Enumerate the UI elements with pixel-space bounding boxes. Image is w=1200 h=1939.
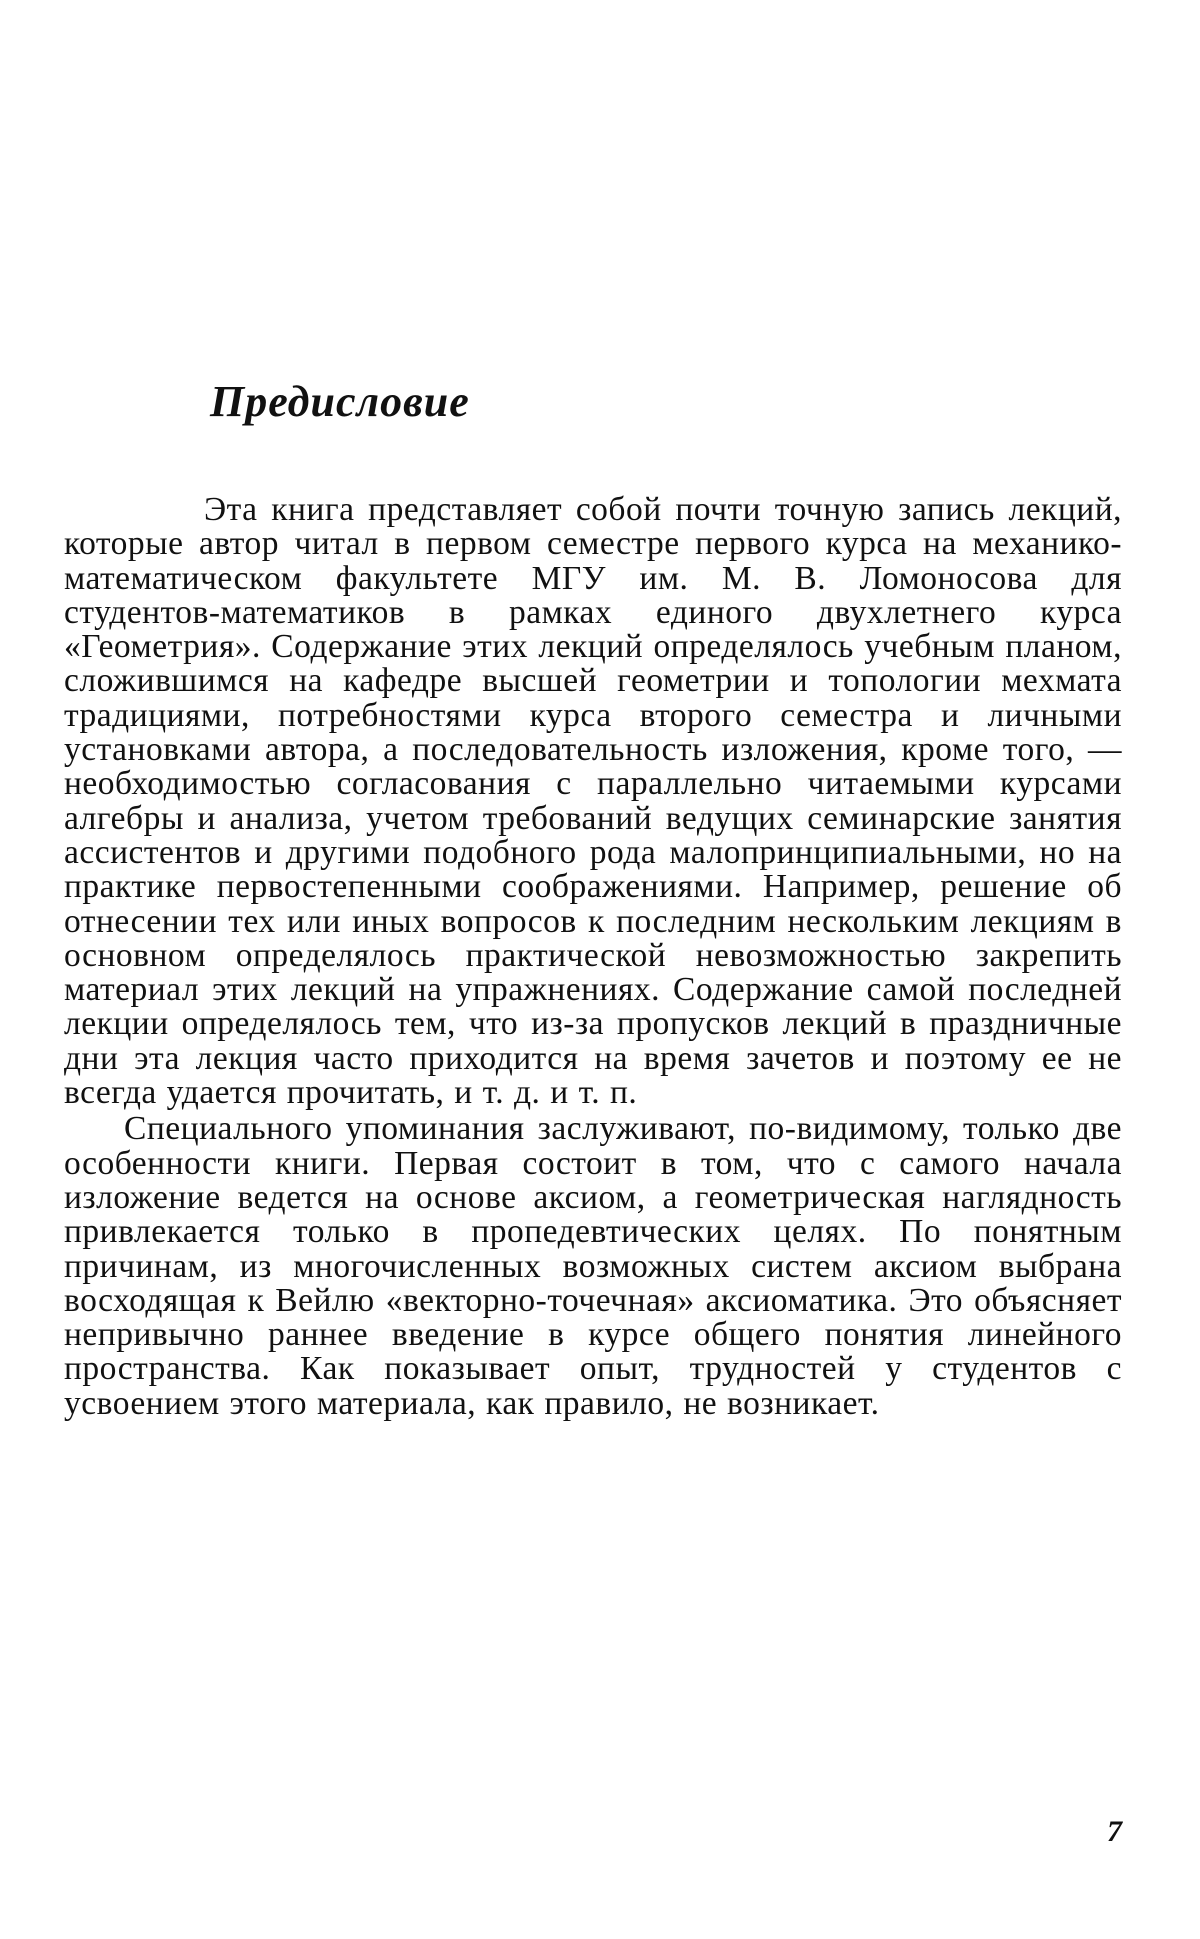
preface-body [64, 493, 1122, 1421]
page-number: 7 [1107, 1815, 1122, 1848]
paragraph-1: Эта книга представляет собой почти точную запись лекций, которые автор читал в первом семестре первого курса на механико-математическом факультете МГУ им. М. В. Ломоносова для студентов-математиков в рамках единого двухлетнего курса «Геометрия». Содержание этих лекций определялось учебным планом, сложившимся на кафедре высшей геометрии и топологии мехмата традициями, потребностями курса второго семестра и личными установками автора, а последовательность изложения, кроме того, — необходимостью согласования с параллельно читаемыми курсами алгебры и анализа, учетом требований ведущих семинарские занятия ассистентов и другими подобного рода малопринципиальными, но на практике первостепенными соображениями. Например, решение об отнесении тех или иных вопросов к последним нескольким лекциям в основном определялось практической невозможностью закрепить материал этих лекций на упражнениях. Содержание самой последней лекции определялось тем, что из-за пропусков лекций в праздничные дни эта лекция часто приходится на время зачетов и поэтому ее не всегда удается прочитать, и т. д. и т. п. [64, 491, 1122, 1112]
preface-heading: Предисловие [210, 377, 470, 426]
paragraph-2: Специального упоминания заслуживают, по-видимому, только две особенности книги. Первая состоит в том, что с самого начала изложение ведется на основе аксиом, а геометрическая наглядность привлекается только в пропедевтических целях. По понятным причинам, из многочисленных возможных систем аксиом выбрана восходящая к Вейлю «векторно-точечная» аксиоматика. Это объясняет непривычно раннее введение в курсе общего понятия линейного пространства. Как показывает опыт, трудностей у студентов с усвоением этого материала, как правило, не возникает. [64, 1110, 1122, 1422]
